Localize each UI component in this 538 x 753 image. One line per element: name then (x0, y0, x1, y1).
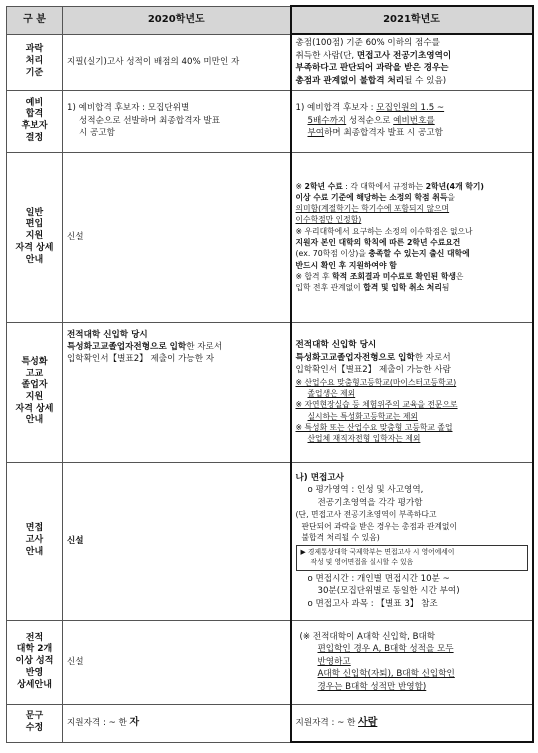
cell-2020: 지원자격 : ~ 한 자 (63, 704, 291, 742)
table-row (7, 152, 533, 322)
table-row (7, 620, 533, 704)
row-category: 문구 수정 (7, 704, 63, 742)
row-category: 과락 처리 기준 (7, 34, 63, 90)
cell-2021: 지원자격 : ~ 한 사람 (291, 704, 533, 742)
note-box: ▶ 경제통상대학 국제학부는 면접고사 시 영어에세이 작성 및 영어면접을 실시할 수 있음 (296, 545, 528, 571)
cell-2020: 신설 (63, 462, 291, 620)
cell-2021: 전적대학 신입학 당시 특성화고교졸업자전형으로 입학한 자로서 입학확인서【별표2】 제출이 가능한 사람 ※ 산업수요 맞춤형고등학교(마이스터고등학교) 졸업생은 제외 ※ 자연현장실습 등 체험위주의 교육을 전문으로 실시하는 특성화고등학교는 제외 ※ 특성화 또는 산업수요 맞춤형 고등학교 졸업 산업체 재직자전형 입학자는 제외 (291, 322, 533, 462)
table-row (7, 322, 533, 462)
header-2020: 2020학년도 (63, 6, 291, 34)
cell-2021: ※ 2학년 수료 : 각 대학에서 규정하는 2학년(4개 학기) 이상 수료 기준에 해당하는 소정의 학점 취득을 의미함(계절학기는 학기수에 포함되지 않으며 이수학점만 인정함) ※ 우리대학에서 요구하는 소정의 이수학점은 없으나 지원자 본인 대학의 학칙에 따른 2학년 수료요건 (ex. 70학점 이상)을 충족할 수 있는지 출신 대학에 반드시 확인 후 지원하여야 함 ※ 합격 후 학적 조회결과 미수료로 확인된 학생은 입학 전후 관계없이 합격 및 입학 취소 처리됨 (291, 152, 533, 322)
table-row (7, 90, 533, 152)
row-category: 특성화 고교 졸업자 지원 자격 상세 안내 (7, 322, 63, 462)
cell-2020: 지필(실기)고사 성적이 배점의 40% 미만인 자 (63, 34, 291, 90)
cell-2020: 1) 예비합격 후보자 : 모집단위별 성적순으로 선발하며 최종합격자 발표 시 공고함 (63, 90, 291, 152)
cell-2020: 신설 (63, 152, 291, 322)
document-page (6, 5, 534, 743)
table-row (7, 462, 533, 620)
table-row (7, 704, 533, 742)
header-category: 구 분 (7, 6, 63, 34)
table-row (7, 34, 533, 90)
row-category: 예비 합격 후보자 결정 (7, 90, 63, 152)
table-header-row (7, 6, 533, 34)
row-category: 전적 대학 2개 이상 성적 반영 상세안내 (7, 620, 63, 704)
header-2021: 2021학년도 (291, 6, 533, 34)
cell-2021: (※ 전적대학이 A대학 신입학, B대학 편입학인 경우 A, B대학 성적을 모두 반영하고 A대학 신입학(자퇴), B대학 신입학인 경우는 B대학 성적만 반영함) (291, 620, 533, 704)
cell-2021: 나) 면접고사 o 평가영역 : 인성 및 사고영역, 전공기초영역을 각각 평가함 (단, 면접고사 전공기초영역이 부족하다고 판단되어 과락을 받은 경우는 총점과 관계없이 불합격 처리될 수 있음) ▶ 경제통상대학 국제학부는 면접고사 시 영어에세이 작성 및 영어면접을 실시할 수 있음 o 면접시간 : 개인별 면접시간 10분 ~ 30분(모집단위별로 동일한 시간 부여) o 면접고사 과목 : 【별표 3】 참조 (291, 462, 533, 620)
row-category: 일반 편입 지원 자격 상세 안내 (7, 152, 63, 322)
comparison-table (6, 5, 534, 743)
cell-2020: 전적대학 신입학 당시 특성화고교졸업자전형으로 입학한 자로서 입학확인서【별표2】 제출이 가능한 자 (63, 322, 291, 462)
cell-2021: 1) 예비합격 후보자 : 모집인원의 1.5 ~ 5배수까지 성적순으로 예비번호를 부여하며 최종합격자 발표 시 공고함 (291, 90, 533, 152)
cell-2021: 총점(100점) 기준 60% 이하의 점수를 취득한 사람(단, 면접고사 전공기초영역이 부족하다고 판단되어 과락을 받은 경우는 총점과 관계없이 불합격 처리될 수 있음) (291, 34, 533, 90)
cell-2020: 신설 (63, 620, 291, 704)
row-category: 면접 고사 안내 (7, 462, 63, 620)
